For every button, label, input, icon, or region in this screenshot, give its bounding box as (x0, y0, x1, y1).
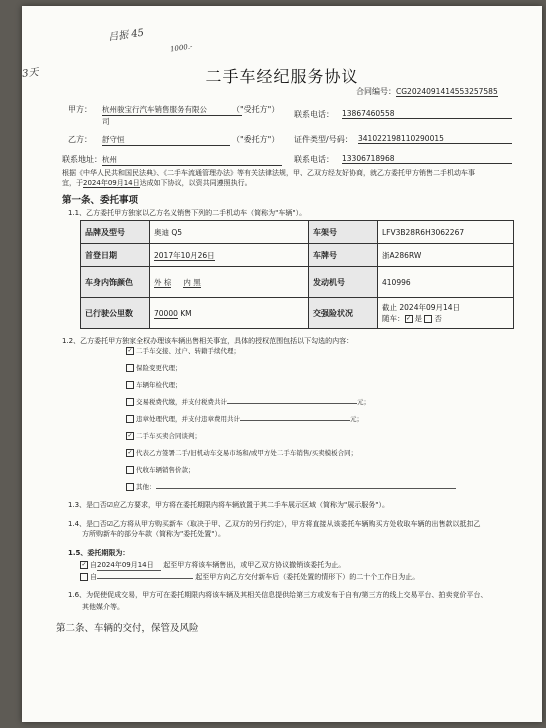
clause-1-3: 1.3、是□否☑应乙方要求，甲方将在委托期限内将车辆放置于其二手车展示区域（简称为"展示服务"）。 (68, 501, 389, 509)
handwritten-note-amount: 1000.- (169, 42, 193, 54)
vin-label: 车架号 (309, 221, 378, 244)
engine-value: 410996 (378, 267, 514, 298)
option-collect-payment[interactable]: 代收车辆销售价款； (126, 465, 526, 482)
option-insurance[interactable]: 保险变更代理； (126, 363, 526, 380)
option-other[interactable]: 其他： (126, 482, 526, 499)
color-value: 外 棕 内 黑 (150, 267, 309, 298)
contract-page (22, 6, 542, 722)
section1-heading: 第一条、委托事项 (62, 195, 139, 206)
term-option-1[interactable]: ✓ 自2024年09月14日 起至甲方将该车辆售出，或甲乙双方协议撤销该委托为止。 (81, 561, 346, 569)
engine-label: 发动机号 (309, 267, 378, 298)
clause-1-5: 1.5、委托期限为： (68, 549, 130, 557)
party-a-name: 杭州骏宝行汽车销售服务有限公 (102, 104, 242, 116)
option-tax[interactable]: 交易税费代缴，并支付税费共计 元； (126, 397, 526, 414)
party-a-role: （"受托方"） (232, 105, 280, 114)
party-b-id-label: 证件类型/号码： (294, 135, 353, 144)
clause-1-4-line1: 1.4、是□否☑乙方将从甲方购买新车（取决于甲、乙双方的另行约定），甲方将直接从该委托车辆购买方处收取车辆的出售款以抵扣乙 (68, 520, 481, 528)
option-transfer[interactable]: ✓ 二手车交接、过户、转籍手续代理； (127, 347, 240, 355)
party-b-id: 341022198110290015 (358, 134, 512, 144)
preamble-line2: 宜，于2024年09月14日达成如下协议，以资共同遵照执行。 (62, 179, 252, 187)
insurance-label: 交强险状况 (309, 298, 378, 329)
party-b-name: 舒守恒 (102, 134, 230, 146)
mileage-label: 已行驶公里数 (81, 298, 150, 329)
color-label: 车身内饰颜色 (81, 267, 150, 298)
preamble-line1: 根据《中华人民共和国民法典》、《二手车流通管理办法》等有关法律法规，甲、乙双方经友好协商，就乙方委托甲方销售二手机动车事 (62, 169, 475, 177)
insurance-value: 截止 2024年09月14日 随车：✓ 是 否 (378, 298, 514, 329)
party-a-phone-label: 联系电话： (294, 110, 334, 119)
party-b-phone: 13306718968 (342, 154, 512, 164)
section2-heading: 第二条、车辆的交付，保管及风险 (56, 623, 199, 634)
brand-label: 品牌及型号 (81, 221, 150, 244)
option-sign-contract[interactable]: ✓ 代表乙方签署二手/旧机动车交易市场和/或甲方处二手车销售/买卖模板合同； (127, 449, 358, 457)
option-violation[interactable]: 违章处理代理，并支付违章费用共计 元； (126, 414, 526, 431)
mileage-value: 70000 KM (150, 298, 309, 329)
contract-number: 合同编号：CG2024091414553257585 (356, 87, 498, 96)
option-inspection[interactable]: 车辆年检代理； (126, 380, 526, 397)
document-title: 二手车经纪服务协议 (205, 67, 359, 86)
option-negotiation[interactable]: ✓ 二手车买卖合同谈判； (127, 432, 201, 440)
address-value: 杭州 (102, 154, 282, 166)
car-info-table (80, 220, 514, 329)
reg-date-value: 2017年10月26日 (150, 244, 309, 267)
clause-1-6-line1: 1.6、为促使促成交易，甲方可在委托期限内将该车辆及其相关信息提供给第三方或发布于自有/第三方的线上交易平台、拍卖竞价平台、 (68, 591, 488, 599)
vin-value: LFV3B28R6H3062267 (378, 221, 514, 244)
party-b-label: 乙方： (68, 135, 92, 144)
handwritten-note-top: 吕振 45 (107, 27, 145, 44)
party-a-label: 甲方： (68, 105, 92, 114)
clause-1-4-line2: 方所购新车的部分车款（简称为"委托处置"）。 (82, 530, 225, 538)
reg-date-label: 首登日期 (81, 244, 150, 267)
party-b-phone-label: 联系电话： (294, 155, 334, 164)
clause-1-2: 1.2、乙方委托甲方独家全权办理该车辆出售相关事宜，具体的授权范围包括以下勾选的内容： (62, 337, 354, 345)
term-option-2[interactable]: 自 起至甲方向乙方交付新车后（委托处置的情形下）的二十个工作日为止。 (80, 572, 419, 582)
party-a-phone: 13867460558 (342, 109, 512, 119)
party-b-role: （"委托方"） (232, 135, 280, 144)
authorization-options (126, 346, 526, 499)
plate-label: 车牌号 (309, 244, 378, 267)
party-a-name-cont: 司 (102, 117, 110, 126)
clause-1-1: 1.1、乙方委托甲方独家以乙方名义销售下列的二手机动车（简称为"车辆"）。 (68, 209, 307, 217)
handwritten-note-left: 3天 (22, 67, 40, 80)
clause-1-6-line2: 其他媒介等。 (82, 603, 124, 611)
brand-value: 奥迪 Q5 (150, 221, 309, 244)
address-label: 联系地址： (62, 155, 102, 164)
plate-value: 浙A286RW (378, 244, 514, 267)
